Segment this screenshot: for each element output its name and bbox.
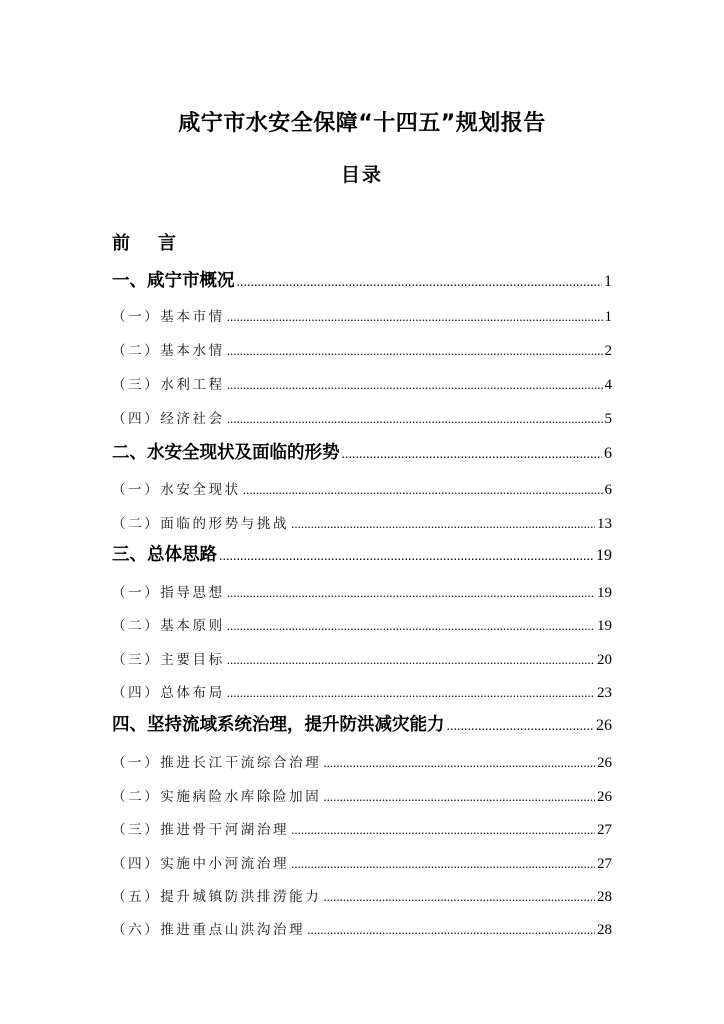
toc-heading: 目录 [340,164,383,186]
toc-entry-label: （四）实施中小河流治理 [112,856,290,872]
toc-entry-label: （一）推进长江干流综合治理 [112,755,322,771]
toc-entry-label: （四）经济社会 [112,411,225,427]
toc-entry-section[interactable] [112,785,612,806]
toc-entry-label: （三）主要目标 [112,652,225,668]
toc-entry-section[interactable] [112,681,612,702]
toc-dot-leader [342,447,603,463]
toc-entry-chapter[interactable] [112,541,612,566]
toc-dot-leader [227,377,603,393]
toc-page-number: 19 [597,585,612,601]
toc-entry-preface[interactable] [112,229,176,255]
toc-dot-leader [243,482,603,498]
toc-page-number: 27 [597,822,612,838]
toc-entry-label: （六）推进重点山洪沟治理 [112,922,306,938]
toc-entry-chapter[interactable] [112,439,612,464]
toc-page-number: 26 [597,789,612,805]
toc-page-number: 28 [597,889,612,905]
toc-page-number: 1 [604,273,612,290]
toc-dot-leader [323,889,595,905]
toc-dot-leader [291,856,595,872]
preface-label-part2: 言 [158,233,176,254]
toc-dot-leader [447,719,595,735]
toc-entry-chapter[interactable] [112,711,612,736]
toc-page-number: 4 [604,377,612,393]
toc-entry-label: 三、总体思路 [112,545,217,565]
toc-entry-label: （一）指导思想 [112,585,225,601]
toc-entry-label: （四）总体布局 [112,685,225,701]
toc-dot-leader [227,685,595,701]
toc-entry-label: （二）基本原则 [112,618,225,634]
toc-page-number: 13 [597,516,612,532]
toc-page-number: 19 [596,547,612,564]
toc-entry-section[interactable] [112,614,612,635]
toc-dot-leader [219,549,594,565]
toc-entry-label: 二、水安全现状及面临的形势 [112,443,340,463]
toc-dot-leader [227,618,595,634]
toc-page-number: 26 [597,755,612,771]
toc-page-number: 20 [597,652,612,668]
toc-entry-label: 一、咸宁市概况 [112,271,235,291]
toc-entry-section[interactable] [112,648,612,669]
toc-entry-section[interactable] [112,581,612,602]
toc-page-number: 23 [597,685,612,701]
toc-dot-leader [307,922,595,938]
toc-entry-section[interactable] [112,407,612,428]
toc-dot-leader [227,585,595,601]
toc-entry-chapter[interactable] [112,267,612,292]
toc-page-number: 2 [604,343,612,359]
toc-dot-leader [323,755,595,771]
toc-entry-label: （二）基本水情 [112,343,225,359]
toc-entry-section[interactable] [112,512,612,533]
toc-entry-section[interactable] [112,885,612,906]
toc-page-number: 6 [604,445,612,462]
toc-dot-leader [323,789,595,805]
toc-entry-section[interactable] [112,339,612,360]
toc-entry-section[interactable] [112,478,612,499]
toc-entry-section[interactable] [112,751,612,772]
toc-dot-leader [291,516,595,532]
toc-dot-leader [237,275,603,291]
preface-label-part1: 前 [112,233,130,254]
toc-entry-section[interactable] [112,305,612,326]
toc-entry-section[interactable] [112,373,612,394]
toc-dot-leader [291,822,595,838]
toc-page-number: 26 [596,717,612,734]
toc-page-number: 19 [597,618,612,634]
toc-dot-leader [227,309,603,325]
toc-entry-label: （二）实施病险水库除险加固 [112,789,322,805]
toc-page-number: 1 [604,309,612,325]
toc-entry-section[interactable] [112,818,612,839]
toc-entry-label: （二）面临的形势与挑战 [112,516,290,532]
toc-page-number: 28 [597,922,612,938]
toc-entry-label: （五）提升城镇防洪排涝能力 [112,889,322,905]
toc-dot-leader [227,343,603,359]
toc-page-number: 5 [604,411,612,427]
toc-entry-label: 四、坚持流域系统治理，提升防洪减灾能力 [112,715,445,735]
toc-entry-label: （三）推进骨干河湖治理 [112,822,290,838]
toc-entry-label: （三）水利工程 [112,377,225,393]
toc-entry-label: （一）水安全现状 [112,482,241,498]
toc-entry-label: （一）基本市情 [112,309,225,325]
toc-entry-section[interactable] [112,918,612,939]
toc-dot-leader [227,652,595,668]
toc-dot-leader [227,411,603,427]
toc-page-number: 27 [597,856,612,872]
toc-page-number: 6 [604,482,612,498]
toc-entry-section[interactable] [112,852,612,873]
document-title: 咸宁市水安全保障“十四五”规划报告 [178,111,546,136]
